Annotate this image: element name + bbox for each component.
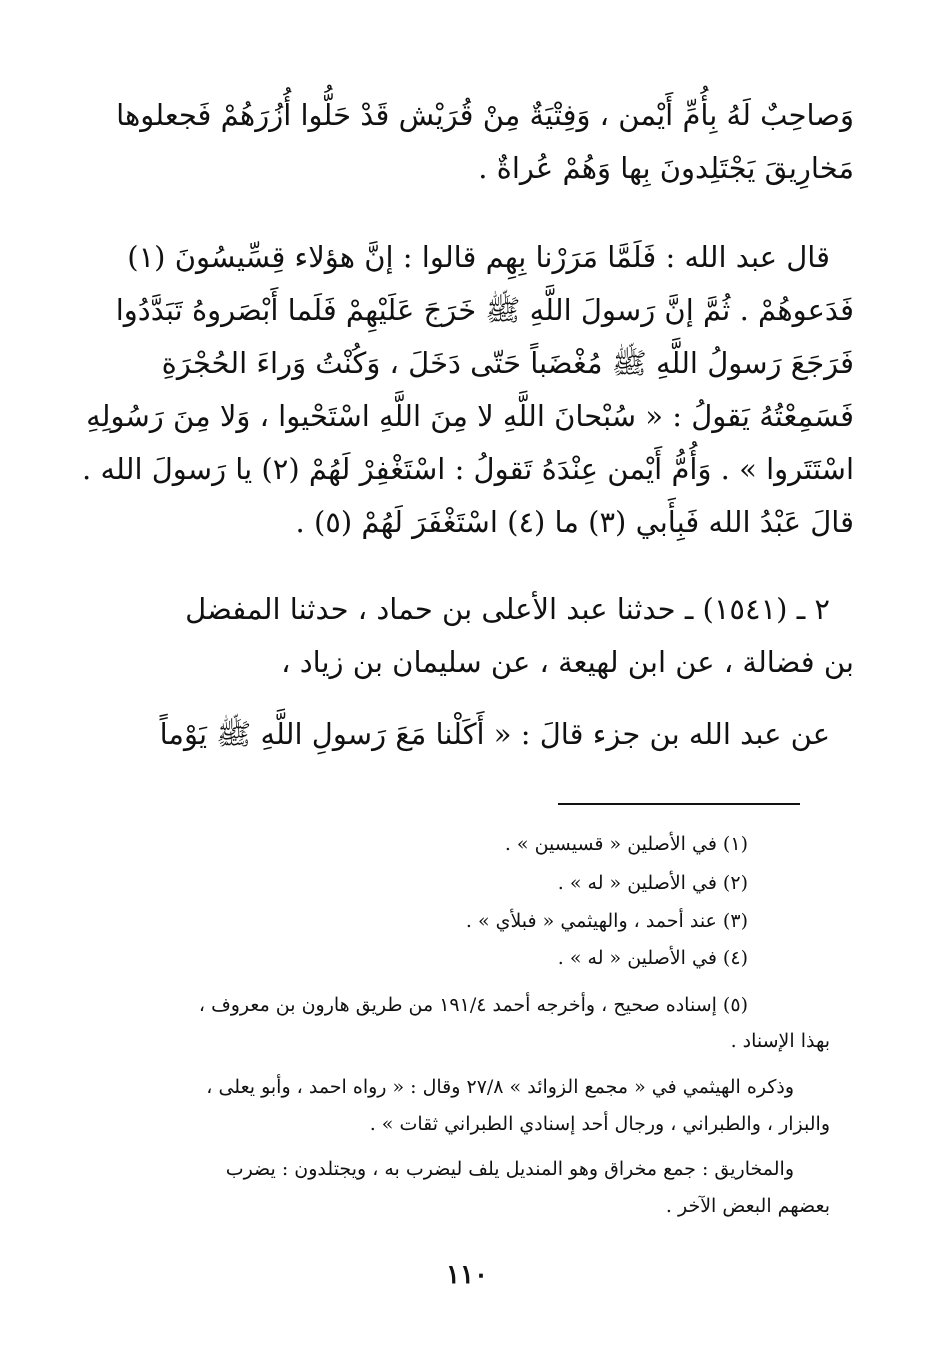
main-text-line: فَدَعوهُمْ . ثُمَّ إنَّ رَسولَ اللَّهِ ﷺ خَرَجَ عَلَيْهِمْ فَلَما أَبْصَروهُ تَبَدَّدُوا — [115, 293, 854, 327]
footnote-divider — [558, 803, 800, 805]
footnote-continuation: بهذا الإسناد . — [730, 1030, 830, 1052]
footnote: (١) في الأصلين « قسيسين » . — [504, 833, 748, 855]
main-text-line: قالَ عَبْدُ الله فَبِأَبي (٣) ما (٤) اسْتَغْفَرَ لَهُمْ (٥) . — [295, 505, 854, 539]
main-text-line: اسْتَتَروا » . وَأُمُّ أَيْمن عِنْدَهُ تَقولُ : اسْتَغْفِرْ لَهُمْ (٢) يا رَسولَ الله . — [82, 452, 854, 486]
footnote-continuation: بعضهم البعض الآخر . — [665, 1195, 830, 1217]
main-text-line: وَصاحِبٌ لَهُ بِأُمِّ أَيْمن ، وَفِتْيَةٌ مِنْ قُرَيْش قَدْ حَلُّوا أُزُرَهُمْ فَجعلوها — [116, 98, 854, 132]
footnote: (٥) إسناده صحيح ، وأخرجه أحمد ١٩١/٤ من طريق هارون بن معروف ، — [198, 994, 748, 1016]
footnote-continuation: والبزار ، والطبراني ، ورجال أحد إسنادي الطبراني ثقات » . — [369, 1113, 830, 1135]
footnote: (٤) في الأصلين « له » . — [557, 947, 748, 969]
main-text-line: عن عبد الله بن جزء قالَ : « أَكَلْنا مَعَ رَسولِ اللَّهِ ﷺ يَوْماً — [159, 717, 830, 751]
footnote: (٢) في الأصلين « له » . — [557, 872, 748, 894]
footnote: (٣) عند أحمد ، والهيثمي « فبلأي » . — [465, 910, 748, 932]
main-text-line: قال عبد الله : فَلَمَّا مَرَرْنا بِهِم قالوا : إنَّ هؤلاء قِسِّيسُونَ (١) — [127, 240, 830, 274]
footnote-note: وذكره الهيثمي في « مجمع الزوائد » ٢٧/٨ وقال : « رواه احمد ، وأبو يعلى ، — [206, 1076, 794, 1098]
page-number: ١١٠ — [446, 1260, 488, 1290]
hadith-heading: ٢ ـ (١٥٤١) ـ حدثنا عبد الأعلى بن حماد ، حدثنا المفضل — [185, 592, 830, 626]
main-text-line: مَخارِيقَ يَجْتَلِدونَ بِها وَهُمْ عُراةٌ . — [478, 151, 854, 185]
footnote-note: والمخاريق : جمع مخراق وهو المنديل يلف ليضرب به ، ويجتلدون : يضرب — [225, 1158, 794, 1180]
main-text-line: فَسَمِعْتُهُ يَقولُ : « سُبْحانَ اللَّهِ لا مِنَ اللَّهِ اسْتَحْيوا ، وَلا مِنَ رَسُولِهِ — [86, 399, 854, 433]
main-text-line: فَرَجَعَ رَسولُ اللَّهِ ﷺ مُغْضَباً حَتّى دَخَلَ ، وَكُنْتُ وَراءَ الحُجْرَةِ — [161, 346, 854, 380]
main-text-line: بن فضالة ، عن ابن لهيعة ، عن سليمان بن زياد ، — [281, 645, 854, 679]
